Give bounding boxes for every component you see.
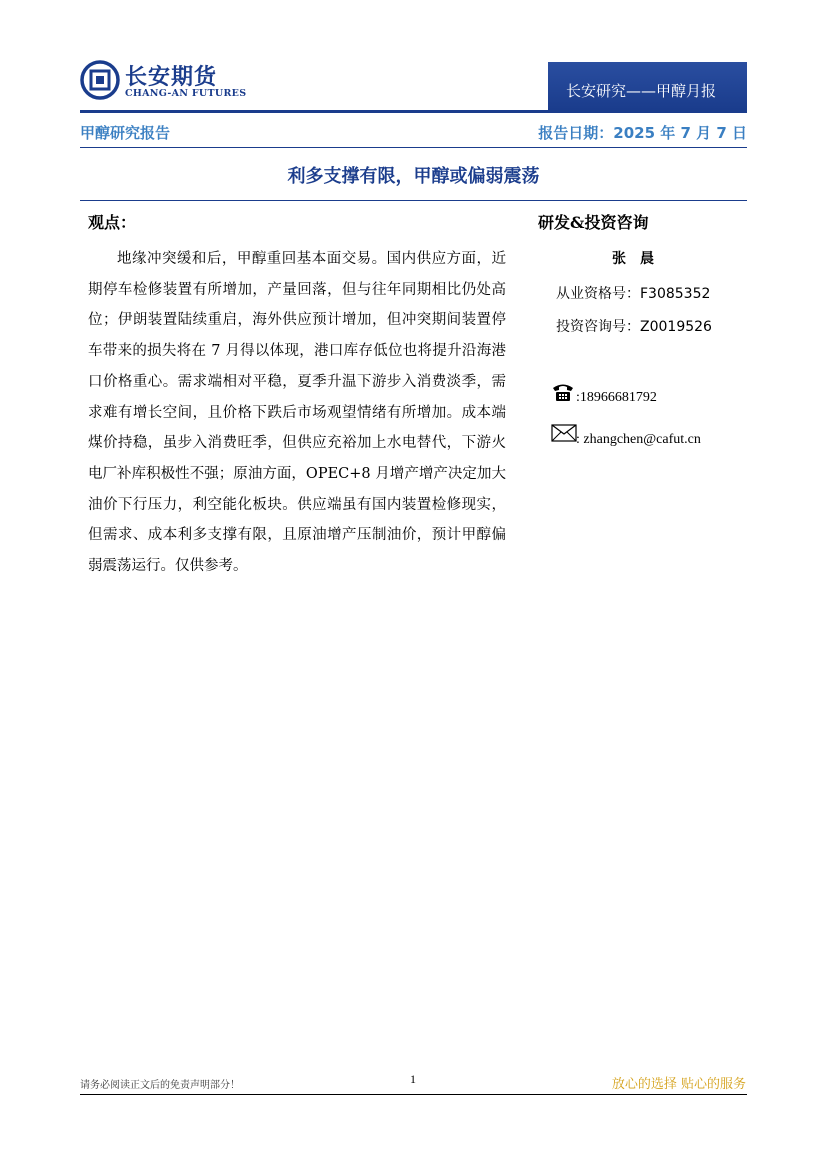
footer-slogan: 放心的选择 贴心的服务 — [611, 1077, 746, 1092]
qualification-number: F3085352 — [640, 286, 711, 302]
qualification-line — [556, 283, 710, 303]
viewpoint-paragraph: 地缘冲突缓和后，甲醇重回基本面交易。国内供应方面，近期停车检修装置有所增加，产量回落，但与往年同期相比仍处高位；伊朗装置陆续重启，海外供应预计增加，但冲突期间装置停车带来的损失将在 7 月得以体现，港口库存低位也将提升沿海港口价格重心。需求端相对平稳，夏季升温下游步入消费淡季，需求难有增长空间，且价格下跌后市场观望情绪有所增加。成本端煤价持稳，虽步入消费旺季，但供应充裕加上水电替代，下游火电厂补库积极性不强；原油方面，OPEC+8 月增产增产决定加大油价下行压力，利空能化板块。供应端虽有国内装置检修现实，但需求、成本利多支撑有限，且原油增产压制油价，预计甲醇偏弱震荡运行。仅供参考。 — [88, 251, 506, 575]
footer-disclaimer: 请务必阅读正文后的免责声明部分！ — [80, 1080, 240, 1091]
logo-english-name: CHANG-AN FUTURES — [125, 88, 247, 99]
series-tag-label: 长安研究——甲醇月报 — [566, 82, 717, 100]
report-date: 报告日期：2025 年 7 月 7 日 — [538, 124, 747, 142]
logo-chinese-name: 长安期货 — [125, 65, 218, 90]
email-address: : zhangchen@cafut.cn — [576, 432, 701, 447]
analyst-name: 张晨 — [612, 251, 668, 267]
envelope-icon — [551, 424, 577, 442]
company-logo — [80, 60, 247, 106]
page-title: 利多支撑有限，甲醇或偏弱震荡 — [287, 166, 540, 187]
series-tag — [548, 62, 747, 110]
header-divider — [80, 110, 747, 113]
phone-number: :18966681792 — [576, 390, 657, 405]
company-emblem-icon — [80, 60, 120, 100]
footer-divider — [80, 1094, 747, 1095]
qualification-label: 从业资格号： — [556, 286, 640, 302]
viewpoint-heading: 观点： — [88, 213, 137, 232]
research-consulting-heading: 研发&投资咨询 — [538, 213, 649, 232]
consulting-line — [556, 316, 712, 336]
consulting-label: 投资咨询号： — [556, 319, 640, 335]
phone-icon — [551, 382, 575, 402]
title-divider-top — [80, 147, 747, 148]
report-type: 甲醇研究报告 — [80, 124, 171, 142]
title-divider-bottom — [80, 200, 747, 201]
viewpoint-body — [88, 244, 506, 582]
page-number: 1 — [410, 1072, 416, 1086]
consulting-number: Z0019526 — [640, 319, 712, 335]
